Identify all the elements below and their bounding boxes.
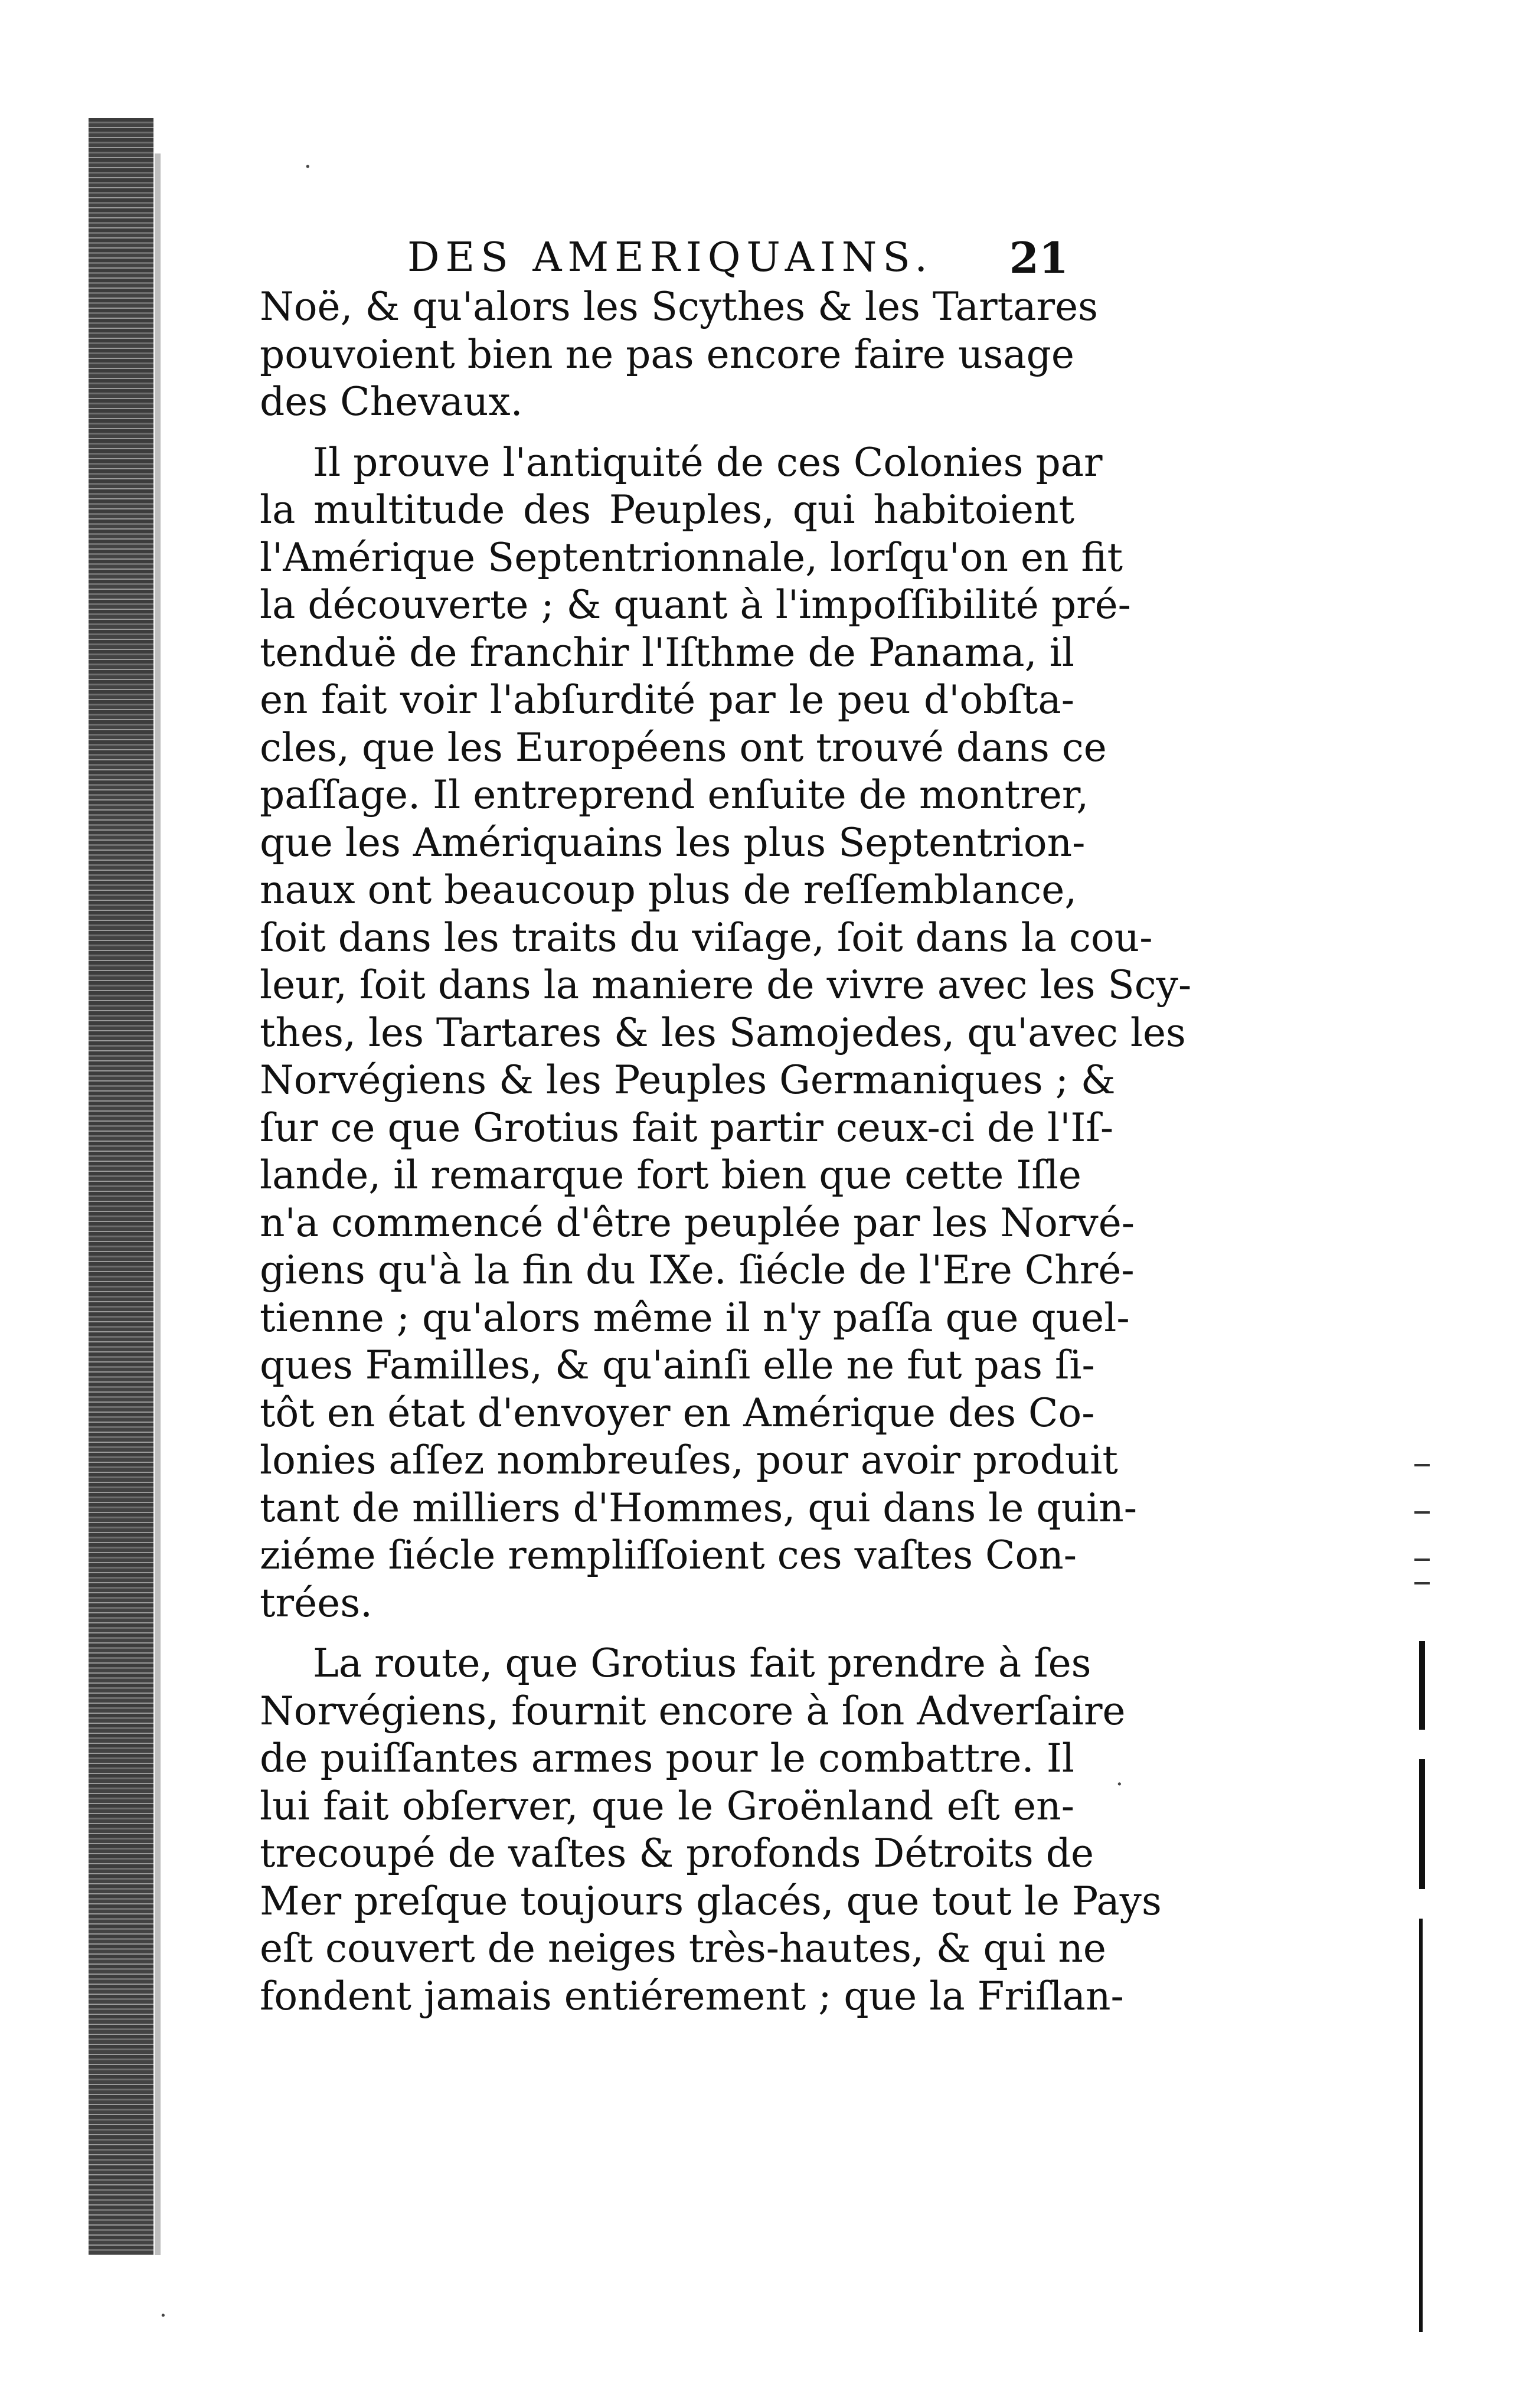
text-line: pouvoient bien ne pas encore faire usage (260, 331, 1074, 377)
text-line: la découverte ; & quant à l'impoſſibilité pré- (260, 582, 1131, 628)
text-line: lonies aſſez nombreuſes, pour avoir produit (260, 1437, 1118, 1483)
text-line: la multitude des Peuples, qui habitoient (260, 487, 1074, 532)
body-text (260, 283, 1192, 2020)
text-line: en fait voir l'abſurdité par le peu d'obſta- (260, 677, 1074, 723)
running-head: DES AMERIQUAINS. (407, 234, 933, 281)
print-speck: · (304, 153, 312, 181)
text-line: paſſage. Il entreprend enſuite de montrer, (260, 772, 1089, 818)
text-line: Mer preſque toujours glacés, que tout le Pays (260, 1878, 1162, 1924)
binding-gutter-shadow (89, 118, 153, 2255)
text-line: giens qu'à la fin du IXe. ſiécle de l'Ere Chré- (260, 1247, 1135, 1293)
margin-bar (1419, 1759, 1425, 1889)
text-line: ziéme ſiécle rempliſſoient ces vaſtes Con- (260, 1533, 1077, 1578)
print-speck: · (159, 2302, 167, 2329)
text-line: eſt couvert de neiges très-hautes, & qui ne (260, 1926, 1106, 1971)
text-line: ſur ce que Grotius fait partir ceux-ci de l'Iſ- (260, 1105, 1114, 1151)
margin-dash (1414, 1582, 1430, 1584)
text-line: n'a commencé d'être peuplée par les Norvé- (260, 1200, 1135, 1246)
text-line: Norvégiens & les Peuples Germaniques ; & (260, 1057, 1116, 1103)
margin-dash (1414, 1464, 1430, 1466)
text-line: ques Familles, & qu'ainſi elle ne fut pas ſi- (260, 1342, 1095, 1388)
margin-dash (1414, 1511, 1430, 1514)
text-line: thes, les Tartares & les Samojedes, qu'avec les (260, 1009, 1186, 1056)
page-number: 21 (1009, 233, 1068, 283)
text-line: tienne ; qu'alors même il n'y paſſa que quel- (260, 1295, 1130, 1341)
text-line: tant de milliers d'Hommes, qui dans le quin- (260, 1485, 1137, 1531)
text-line: cles, que les Européens ont trouvé dans ce (260, 724, 1107, 770)
binding-edge-line (155, 153, 161, 2255)
margin-bar (1419, 1641, 1425, 1730)
text-line: La route, que Grotius fait prendre à ſes (313, 1641, 1091, 1686)
text-line: trecoupé de vaſtes & profonds Détroits de (260, 1831, 1094, 1876)
text-line: trées. (260, 1580, 373, 1626)
text-line: lande, il remarque fort bien que cette Iſle (260, 1152, 1081, 1198)
print-speck: · (1116, 1771, 1123, 1798)
right-margin-marks (1411, 1464, 1434, 2361)
margin-dash (1414, 1558, 1430, 1561)
text-line: Il prouve l'antiquité de ces Colonies par (313, 439, 1103, 485)
text-line: l'Amérique Septentrionnale, lorſqu'on en fit (260, 534, 1123, 580)
text-line: naux ont beaucoup plus de reſſemblance, (260, 867, 1077, 913)
text-line: fondent jamais entiérement ; que la Friſlan- (260, 1973, 1124, 2019)
text-line: Noë, & qu'alors les Scythes & les Tartares (260, 284, 1099, 329)
margin-bar (1419, 1919, 1423, 2332)
text-line: leur, ſoit dans la maniere de vivre avec les Scy- (260, 962, 1192, 1008)
text-line: de puiſſantes armes pour le combattre. Il (260, 1736, 1074, 1781)
text-line: tôt en état d'envoyer en Amérique des Co- (260, 1390, 1095, 1436)
text-line: ſoit dans les traits du viſage, ſoit dans la cou- (260, 914, 1153, 960)
text-line: que les Amériquains les plus Septentrion- (260, 819, 1086, 865)
text-line: des Chevaux. (260, 379, 523, 424)
text-line: Norvégiens, fournit encore à ſon Adverſaire (260, 1688, 1126, 1734)
text-line: tenduë de franchir l'Iſthme de Panama, il (260, 629, 1074, 675)
text-line: lui fait obſerver, que le Groënland eſt en- (260, 1783, 1074, 1829)
